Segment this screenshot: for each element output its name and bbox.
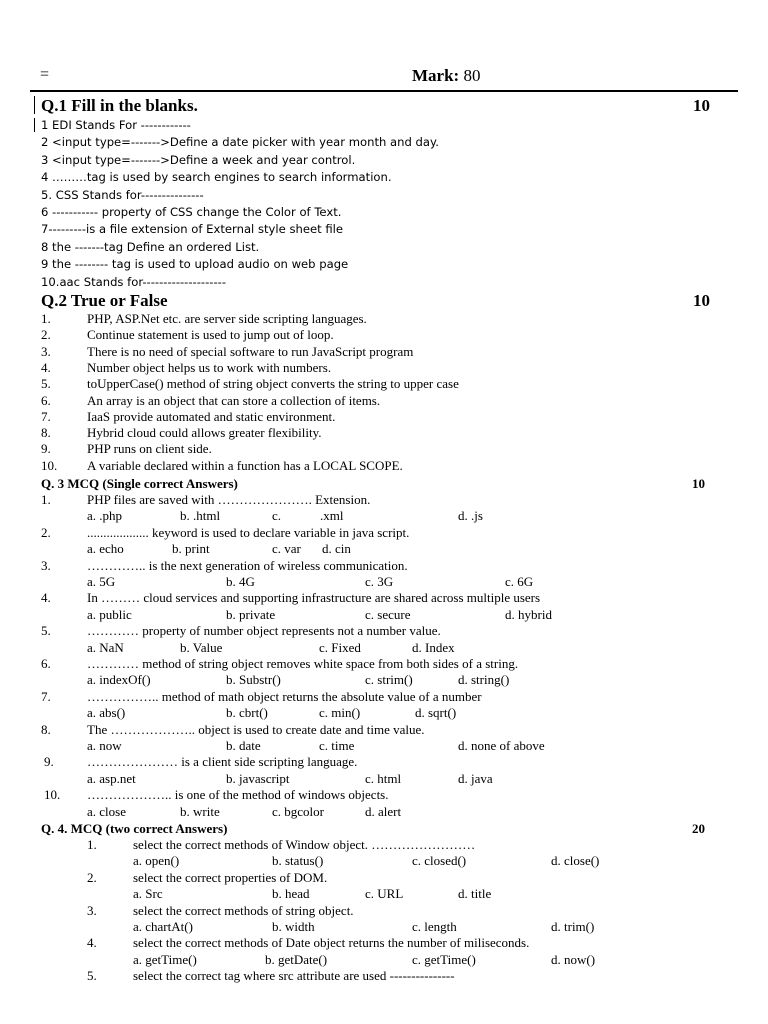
q2-item-number: 6.	[41, 392, 51, 408]
q3-item-number: 3.	[41, 557, 51, 573]
q3-item-question: PHP files are saved with …………………. Extension.	[87, 492, 371, 507]
q4-option: a. Src	[133, 886, 163, 902]
q3-option: b. Substr()	[226, 672, 281, 688]
q3-item-number: 2.	[41, 524, 51, 540]
q2-item-number: 5.	[41, 376, 51, 392]
q4-option: b. head	[272, 886, 310, 902]
q3-item-question: ………….. is the next generation of wireless communication.	[87, 557, 408, 573]
q3-option: c.	[272, 508, 282, 524]
q3-option: .xml	[320, 508, 344, 524]
q3-option: d. none of above	[458, 738, 545, 753]
q3-option: c. secure	[365, 606, 411, 622]
text-cursor-mark	[34, 118, 35, 132]
q3-item-number: 6.	[41, 656, 51, 671]
q4-option: a. open()	[133, 853, 180, 869]
q2-item-text: PHP runs on client side.	[87, 441, 212, 457]
q1-item: 8 the -------tag Define an ordered List.	[41, 239, 260, 254]
q2-item-text: Continue statement is used to jump out of loop.	[87, 327, 334, 343]
q3-option: a. abs()	[87, 705, 126, 721]
q4-option: b. status()	[272, 853, 324, 869]
q4-marks: 20	[692, 821, 705, 836]
q3-option: b. 4G	[226, 574, 255, 589]
q3-option: c. strim()	[365, 672, 413, 688]
q1-item: 6 ----------- property of CSS change the Color of Text.	[41, 205, 342, 219]
q3-option: d. cin	[322, 541, 351, 557]
q3-option: b. Value	[180, 639, 223, 655]
q3-item-question: ………………… is a client side scripting language.	[87, 754, 358, 770]
q4-item-number: 1.	[87, 837, 97, 852]
q4-item-question: select the correct methods of Date object returns the number of miliseconds.	[133, 935, 530, 951]
total-marks	[412, 66, 480, 86]
paper-header	[40, 66, 738, 90]
q3-option: a. asp.net	[87, 770, 136, 786]
q2-item-text: An array is an object that can store a collection of items.	[87, 392, 381, 408]
q1-item: 2 <input type=------->Define a date picker with year month and day.	[41, 135, 439, 150]
q3-item-question: ................... keyword is used to declare variable in java script.	[87, 524, 410, 540]
q3-option: c. min()	[319, 705, 361, 721]
q3-option: c. 3G	[365, 574, 394, 589]
q4-item-number: 4.	[87, 935, 97, 951]
q3-option: b. cbrt()	[226, 705, 268, 721]
q2-item-text: Hybrid cloud could allows greater flexibility.	[87, 425, 322, 441]
q3-option: b. private	[226, 606, 276, 622]
q2-item-number: 3.	[41, 343, 51, 359]
q4-option: c. length	[412, 919, 457, 934]
q3-option: d. alert	[365, 803, 402, 819]
q4-option: b. getDate()	[265, 951, 328, 967]
q3-item-question: ……………….. is one of the method of windows objects.	[87, 787, 389, 803]
q4-item-question: select the correct properties of DOM.	[133, 869, 328, 885]
header-rule	[30, 90, 738, 92]
q3-option: d. string()	[458, 672, 510, 688]
q4-option: c. getTime()	[412, 951, 476, 967]
mark-label: Mark:	[412, 66, 460, 85]
q4-item-question: select the correct methods of Window object. ……………………	[133, 837, 476, 852]
q3-option: c. time	[319, 738, 355, 753]
q1-item: 9 the -------- tag is used to upload audio on web page	[41, 257, 349, 272]
q3-item-question: …………….. method of math object returns the absolute value of a number	[87, 688, 482, 704]
mark-value: 80	[463, 66, 481, 85]
q3-option: b. .html	[180, 508, 221, 524]
q2-item-text: Number object helps us to work with numbers.	[87, 359, 332, 375]
q3-option: b. write	[180, 803, 220, 819]
q1-item: 1 EDI Stands For ------------	[41, 118, 191, 132]
q1-item: 4 ………tag is used by search engines to search information.	[41, 170, 392, 185]
q2-item-text: toUpperCase() method of string object converts the string to upper case	[87, 376, 459, 392]
q2-item-text: There is no need of special software to run JavaScript program	[87, 343, 414, 359]
q1-item: 3 <input type=------->Define a week and year control.	[41, 152, 356, 167]
q3-option: a. .php	[87, 508, 123, 524]
q1-marks: 10	[693, 96, 710, 115]
q4-option: b. width	[272, 919, 315, 934]
q1-item: 10.aac Stands for--------------------	[41, 274, 227, 289]
q3-item-number: 5.	[41, 623, 51, 639]
q4-option: a. chartAt()	[133, 919, 193, 934]
q2-item-number: 7.	[41, 408, 51, 424]
q1-item: 5. CSS Stands for---------------	[41, 187, 204, 202]
q4-option: c. closed()	[412, 853, 467, 869]
q2-item-number: 9.	[41, 441, 51, 457]
q2-marks: 10	[693, 291, 710, 310]
q3-marks: 10	[692, 476, 705, 491]
q4-item-question: select the correct tag where src attribute are used ---------------	[133, 968, 455, 984]
q3-option: a. NaN	[87, 639, 124, 655]
q3-option: d. Index	[412, 639, 455, 655]
q3-option: c. bgcolor	[272, 803, 324, 819]
q3-item-number: 9.	[44, 754, 54, 770]
q3-option: b. print	[172, 541, 210, 557]
q2-item-number: 4.	[41, 359, 51, 375]
q3-item-question: ………… method of string object removes white space from both sides of a string.	[87, 656, 519, 671]
q3-option: a. close	[87, 803, 126, 819]
q3-title: Q. 3 MCQ (Single correct Answers)	[41, 476, 238, 491]
q3-item-question: In ……… cloud services and supporting infrastructure are shared across multiple users	[87, 590, 541, 606]
q3-option: d. sqrt()	[415, 705, 457, 721]
q2-item-text: A variable declared within a function has a LOCAL SCOPE.	[87, 457, 403, 473]
q4-option: a. getTime()	[133, 951, 197, 967]
q4-option: d. now()	[551, 951, 596, 967]
q3-item-number: 10.	[44, 787, 61, 803]
q3-item-number: 8.	[41, 721, 51, 737]
q2-item-text: PHP, ASP.Net etc. are server side scripting languages.	[87, 311, 367, 326]
q4-item-question: select the correct methods of string object.	[133, 902, 354, 918]
q2-item-number: 10.	[41, 457, 58, 473]
q4-title: Q. 4. MCQ (two correct Answers)	[41, 821, 228, 836]
q2-item-number: 2.	[41, 327, 51, 343]
q3-option: a. now	[87, 738, 122, 753]
q2-item-text: IaaS provide automated and static environment.	[87, 408, 336, 424]
q4-item-number: 5.	[87, 968, 97, 984]
q3-option: c. html	[365, 770, 402, 786]
q3-option: c. 6G	[505, 574, 534, 589]
q4-option: d. title	[458, 886, 492, 902]
q3-option: b. javascript	[226, 770, 290, 786]
q4-item-number: 3.	[87, 902, 97, 918]
q4-option: c. URL	[365, 886, 404, 902]
text-cursor-mark	[34, 96, 35, 114]
q3-option: c. var	[272, 541, 301, 557]
q3-option: a. indexOf()	[87, 672, 151, 688]
q4-option: d. trim()	[551, 919, 595, 934]
q3-item-question: The ……………….. object is used to create date and time value.	[87, 721, 425, 737]
q3-option: a. public	[87, 606, 132, 622]
header-symbol: =	[40, 66, 50, 83]
q3-option: d. java	[458, 770, 493, 786]
q4-option: d. close()	[551, 853, 600, 869]
q2-title: Q.2 True or False	[41, 291, 168, 310]
q3-item-number: 4.	[41, 590, 51, 606]
q3-option: d. hybrid	[505, 606, 552, 622]
q3-option: c. Fixed	[319, 639, 361, 655]
q2-item-number: 8.	[41, 425, 51, 441]
q3-option: a. 5G	[87, 574, 116, 589]
q3-option: b. date	[226, 738, 261, 753]
q3-item-number: 7.	[41, 688, 51, 704]
q4-item-number: 2.	[87, 869, 97, 885]
q3-item-question: ………… property of number object represents not a number value.	[87, 623, 441, 639]
q1-title: Q.1 Fill in the blanks.	[41, 96, 198, 115]
q2-item-number: 1.	[41, 311, 51, 326]
q3-option: d. .js	[458, 508, 483, 524]
q3-item-number: 1.	[41, 492, 51, 507]
q1-item: 7---------is a file extension of External style sheet file	[41, 222, 343, 237]
q3-option: a. echo	[87, 541, 124, 557]
